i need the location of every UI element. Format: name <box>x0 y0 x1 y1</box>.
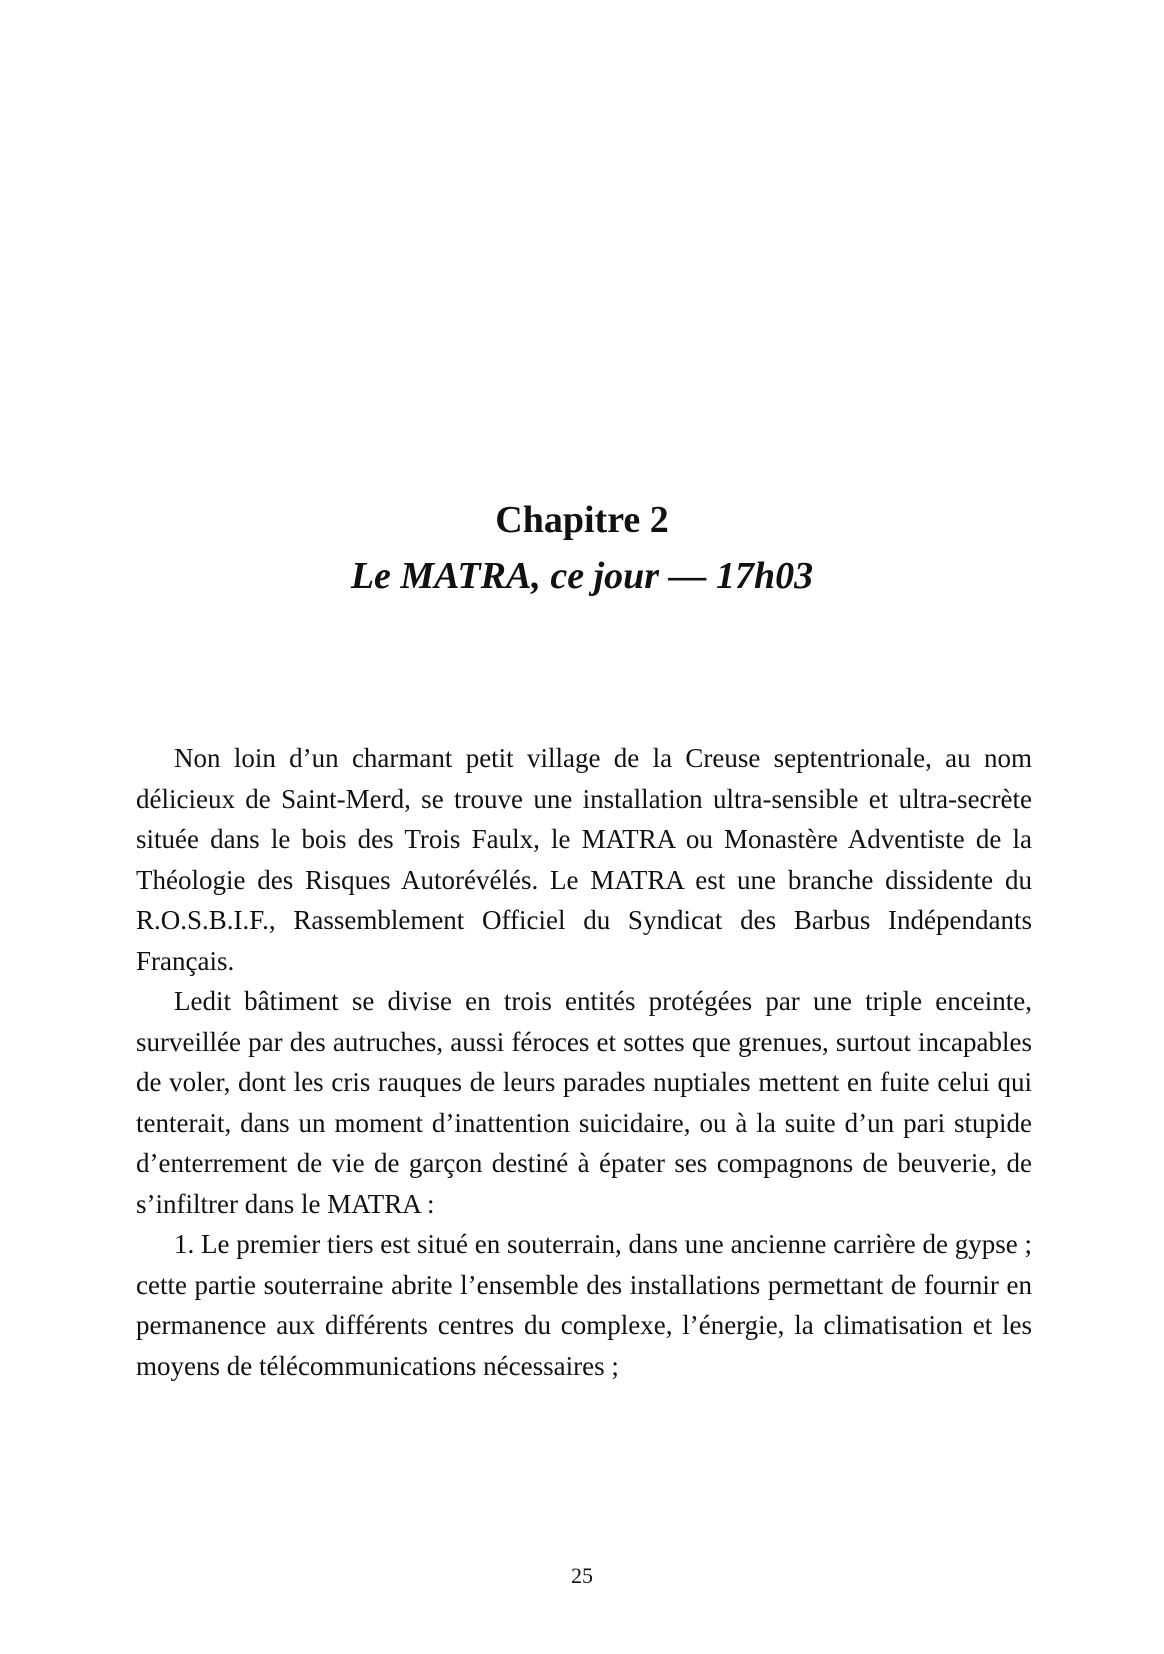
paragraph: Non loin d’un charmant petit village de la Creuse septentrionale, au nom délicieux de Saint-Merd, se trouve une installation ultra-sensible et ultra-secrète située dans le bois des Trois Faulx, le MATRA ou Monastère Adventiste de la Théologie des Risques Autorévélés. Le MATRA est une branche dissidente du R.O.S.B.I.F., Rassemblement Officiel du Syndicat des Barbus Indépendants Français. <box>136 743 1032 976</box>
list-item-paragraph: 1. Le premier tiers est situé en souterrain, dans une ancienne carrière de gypse ; cette partie souterraine abrite l’ensemble des installations permettant de fournir en permanence aux différents centres du complexe, l’énergie, la climatisation et les moyens de télécommunications nécessaires ; <box>136 1229 1032 1381</box>
paragraph: Ledit bâtiment se divise en trois entités protégées par une triple enceinte, surveillée par des autruches, aussi féroces et sottes que grenues, surtout incapables de voler, dont les cris rauques de leurs parades nuptiales mettent en fuite celui qui tenterait, dans un moment d’inattention suicidaire, ou à la suite d’un pari stupide d’enterrement de vie de garçon destiné à épater ses compagnons de beuverie, de s’infiltrer dans le MATRA : <box>136 986 1032 1219</box>
chapter-subtitle: Le MATRA, ce jour — 17h03 <box>350 555 814 597</box>
body-text <box>136 738 1032 1386</box>
chapter-title: Chapitre 2 <box>495 499 669 541</box>
page-number: 25 <box>571 1563 593 1588</box>
chapter-heading <box>0 496 1164 600</box>
